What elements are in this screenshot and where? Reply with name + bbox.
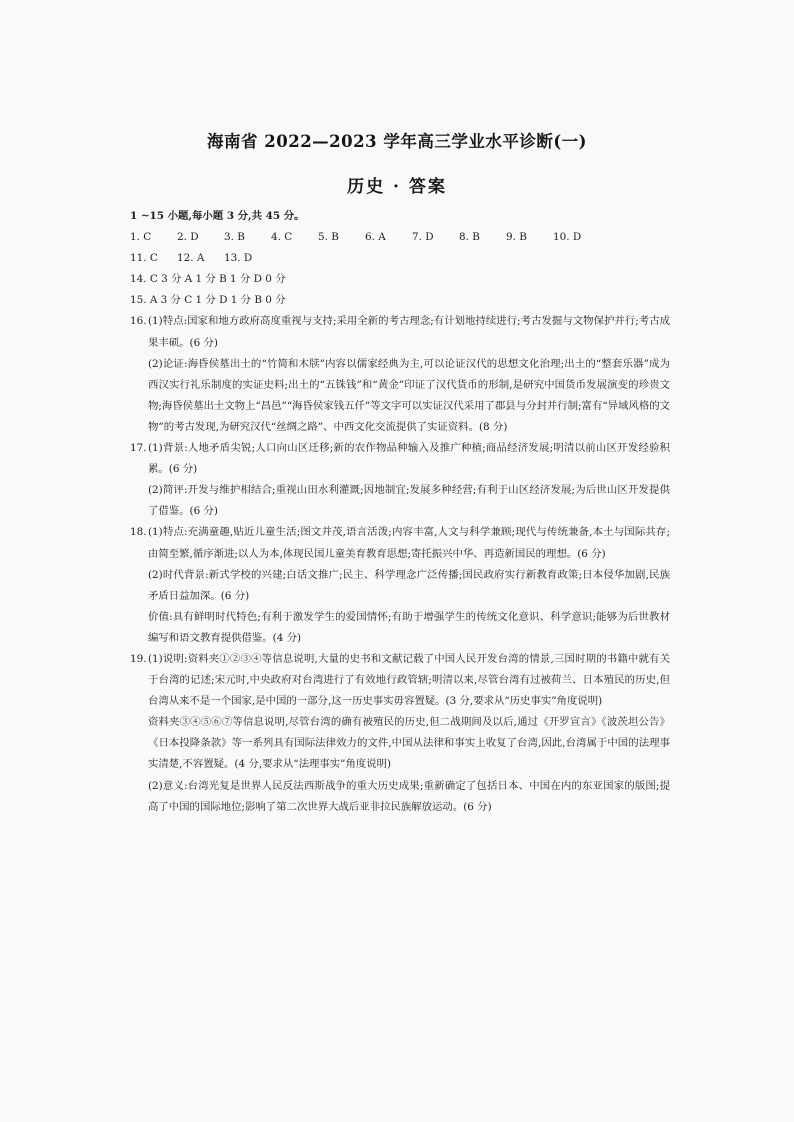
question-number: 18. [130, 526, 147, 539]
question-body [148, 522, 670, 649]
answer-paragraph: (2)论证:海昏侯墓出土的“竹简和木牍”内容以儒家经典为主,可以论证汉代的思想文化治理;出土的“整套乐器”成为西汉实行礼乐制度的实证史料;出土的“五铢钱”和“黄金”印证了汉代货币的形制,是研究中国货币发展演变的珍贵文物;海昏侯墓出土文物上“昌邑”“海昏侯家钱五仟”等文字可以实证汉代采用了郡县与分封并行制;富有“异域风格的文物”的考古发现,为研究汉代“丝绸之路”、中西文化交流提供了实证资料。(8 分) [148, 357, 670, 433]
answer-paragraph: 资料夹③④⑤⑥⑦等信息说明,尽管台湾的确有被殖民的历史,但二战期间及以后,通过《开罗宣言》《波茨坦公告》《日本投降条款》等一系列具有国际法律效力的文件,中国从法律和事实上收复了台湾,因此,台湾属于中国的法理事实清楚,不容置疑。(4 分,要求从“法理事实”角度说明) [148, 716, 670, 771]
question-17 [130, 438, 670, 522]
question-19 [130, 649, 670, 818]
answer-paragraph: (1)特点:国家和地方政府高度重视与支持;采用全新的考古理念;有计划地持续进行;考古发掘与文物保护并行;考古成果丰硕。(6 分) [148, 315, 670, 349]
mc-answer: 10. D [553, 231, 582, 244]
mc-answer: 13. D [224, 252, 253, 265]
page-subtitle: 历史 · 答案 [347, 177, 447, 197]
question-number: 19. [130, 652, 147, 665]
answer-paragraph: (1)背景:人地矛盾尖锐;人口向山区迁移;新的农作物品种输入及推广种植;商品经济发展;明清以前山区开发经验积累。(6 分) [148, 442, 670, 476]
mc-answer: 1. C [130, 231, 152, 244]
answer-paragraph: (1)特点:充满童趣,贴近儿童生活;图文并茂,语言活泼;内容丰富,人文与科学兼顾;现代与传统兼备,本土与国际共存;由简至繁,循序渐进;以人为本,体现民国儿童美育教育思想;寄托振兴中华、再造新国民的理想。(6 分) [148, 526, 670, 560]
answer-content [130, 206, 670, 818]
mc-answer-row [130, 248, 670, 269]
answer-paragraph: (2)意义:台湾光复是世界人民反法西斯战争的重大历史成果;重新确定了包括日本、中国在内的东亚国家的版图;提高了中国的国际地位;影响了第二次世界大战后亚非拉民族解放运动。(6 分) [148, 779, 670, 813]
question-body [148, 649, 670, 818]
scoring-line: 15. A 3 分 C 1 分 D 1 分 B 0 分 [130, 294, 286, 307]
scoring-line: 14. C 3 分 A 1 分 B 1 分 D 0 分 [130, 273, 286, 286]
answer-paragraph: (2)时代背景:新式学校的兴建;白话文推广;民主、科学理念广泛传播;国民政府实行新教育政策;日本侵华加剧,民族矛盾日益加深。(6 分) [148, 568, 670, 602]
answer-paragraph: (1)说明:资料夹①②③④等信息说明,大量的史书和文献记载了中国人民开发台湾的情景,三国时期的书籍中就有关于台湾的记述;宋元时,中央政府对台湾进行了有效地行政管辖;明清以来,尽管台湾有过被荷兰、日本殖民的历史,但台湾从来不是一个国家,是中国的一部分,这一历史事实毋容置疑。(3 分,要求从“历史事实”角度说明) [148, 652, 670, 708]
question-body [148, 438, 670, 522]
mc-answer: 2. D [177, 231, 199, 244]
mc-answer: 7. D [412, 231, 434, 244]
question-body [148, 311, 670, 438]
mc-answer-row [130, 227, 670, 248]
mc-answer: 9. B [506, 231, 527, 244]
question-16 [130, 311, 670, 438]
answer-paragraph: 价值:具有鲜明时代特色;有利于激发学生的爱国情怀;有助于增强学生的传统文化意识、科学意识;能够为后世教材编写和语文教育提供借鉴。(4 分) [148, 610, 670, 644]
mc-answer: 5. B [318, 231, 339, 244]
mc-answer: 3. B [224, 231, 245, 244]
page-title: 海南省 2022—2023 学年高三学业水平诊断(一) [207, 132, 587, 151]
mc-answer: 6. A [365, 231, 386, 244]
mc-answer: 4. C [271, 231, 293, 244]
question-number: 16. [130, 315, 147, 328]
mc-answer: 8. B [459, 231, 480, 244]
mc-answer: 12. A [177, 252, 205, 265]
mc-answer: 11. C [130, 252, 158, 265]
multiple-choice-instruction: 1 ~15 小题,每小题 3 分,共 45 分。 [130, 210, 305, 222]
answer-paragraph: (2)简评:开发与维护相结合;重视山田水利灌溉;因地制宜;发展多种经营;有利于山区经济发展;为后世山区开发提供了借鉴。(6 分) [148, 484, 670, 518]
question-18 [130, 522, 670, 649]
question-number: 17. [130, 442, 147, 455]
